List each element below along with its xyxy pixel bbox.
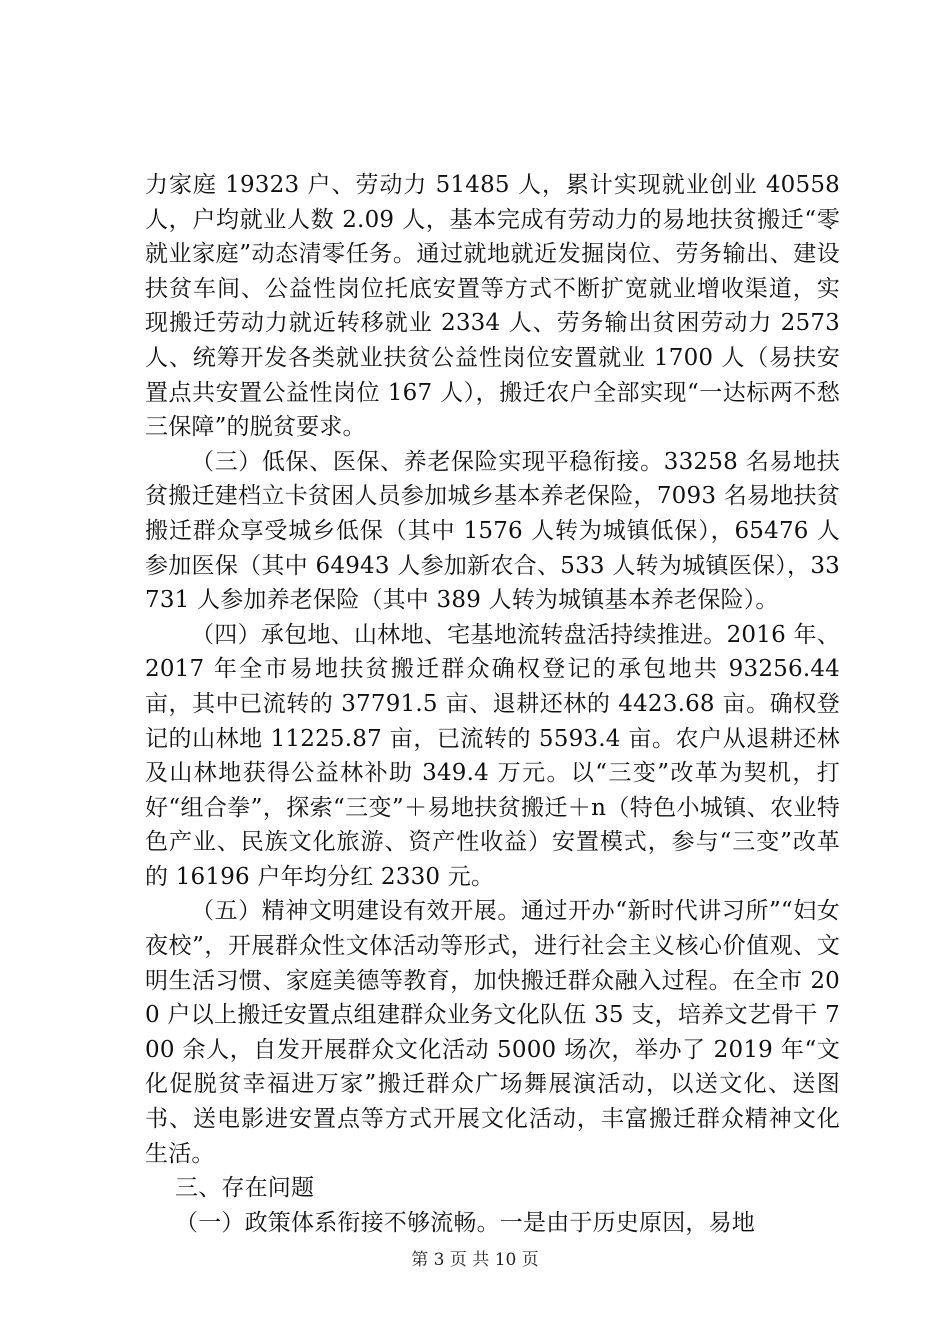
paragraph-insurance: （三）低保、医保、养老保险实现平稳衔接。33258 名易地扶贫搬迁建档立卡贫困人员参加城乡基本养老保险，7093 名易地扶贫搬迁群众享受城乡低保（其中 1576 人转为城镇低保），65476 人参加医保（其中 64943 人参加新农合、533 人转为城镇医保），33731 人参加养老保险（其中 389 人转为城镇基本养老保险）。 [145,448,840,614]
paragraph-policy-system: （一）政策体系衔接不够流畅。一是由于历史原因，易地 [175,1209,755,1236]
paragraph-land-transfer: （四）承包地、山林地、宅基地流转盘活持续推进。2016 年、2017 年全市易地扶贫搬迁群众确权登记的承包地共 93256.44 亩，其中已流转的 37791.5 亩、退耕还林的 4423.68 亩。确权登记的山林地 11225.87 亩，已流转的 5593.4 亩。农户从退耕还林及山林地获得公益林补助 349.4 万元。以“三变”改革为契机，打好“组合拳”，探索“三变”＋易地扶贫搬迁＋n（特色小城镇、农业特色产业、民族文化旅游、资产性收益）安置模式，参与“三变”改革的 16196 户年均分红 2330 元。 [145,621,840,890]
page-footer: 第 3 页 共 10 页 [411,1250,539,1270]
paragraph-spiritual-civilization: （五）精神文明建设有效开展。通过开办“新时代讲习所”“妇女夜校”，开展群众性文体活动等形式，进行社会主义核心价值观、文明生活习惯、家庭美德等教育，加快搬迁群众融入过程。在全市 200 户以上搬迁安置点组建群众业务文化队伍 35 支，培养文艺骨干 700 余人，自发开展群众文化活动 5000 场次，举办了 2019 年“文化促脱贫幸福进万家”搬迁群众广场舞展演活动，以送文化、送图书、送电影进安置点等方式开展文化活动，丰富搬迁群众精神文化生活。 [145,898,840,1167]
paragraph-employment-continuation: 力家庭 19323 户、劳动力 51485 人，累计实现就业创业 40558 人，户均就业人数 2.09 人，基本完成有劳动力的易地扶贫搬迁“零就业家庭”动态清零任务。通过就地就近发掘岗位、劳务输出、建设扶贫车间、公益性岗位托底安置等方式不断扩宽就业增收渠道，实现搬迁劳动力就近转移就业 2334 人、劳务输出贫困劳动力 2573 人、统筹开发各类就业扶贫公益性岗位安置就业 1700 人（易扶安置点共安置公益性岗位 167 人），搬迁农户全部实现“一达标两不愁三保障”的脱贫要求。 [145,172,840,441]
section-heading-problems: 三、存在问题 [175,1175,315,1202]
document-body [145,168,840,1240]
